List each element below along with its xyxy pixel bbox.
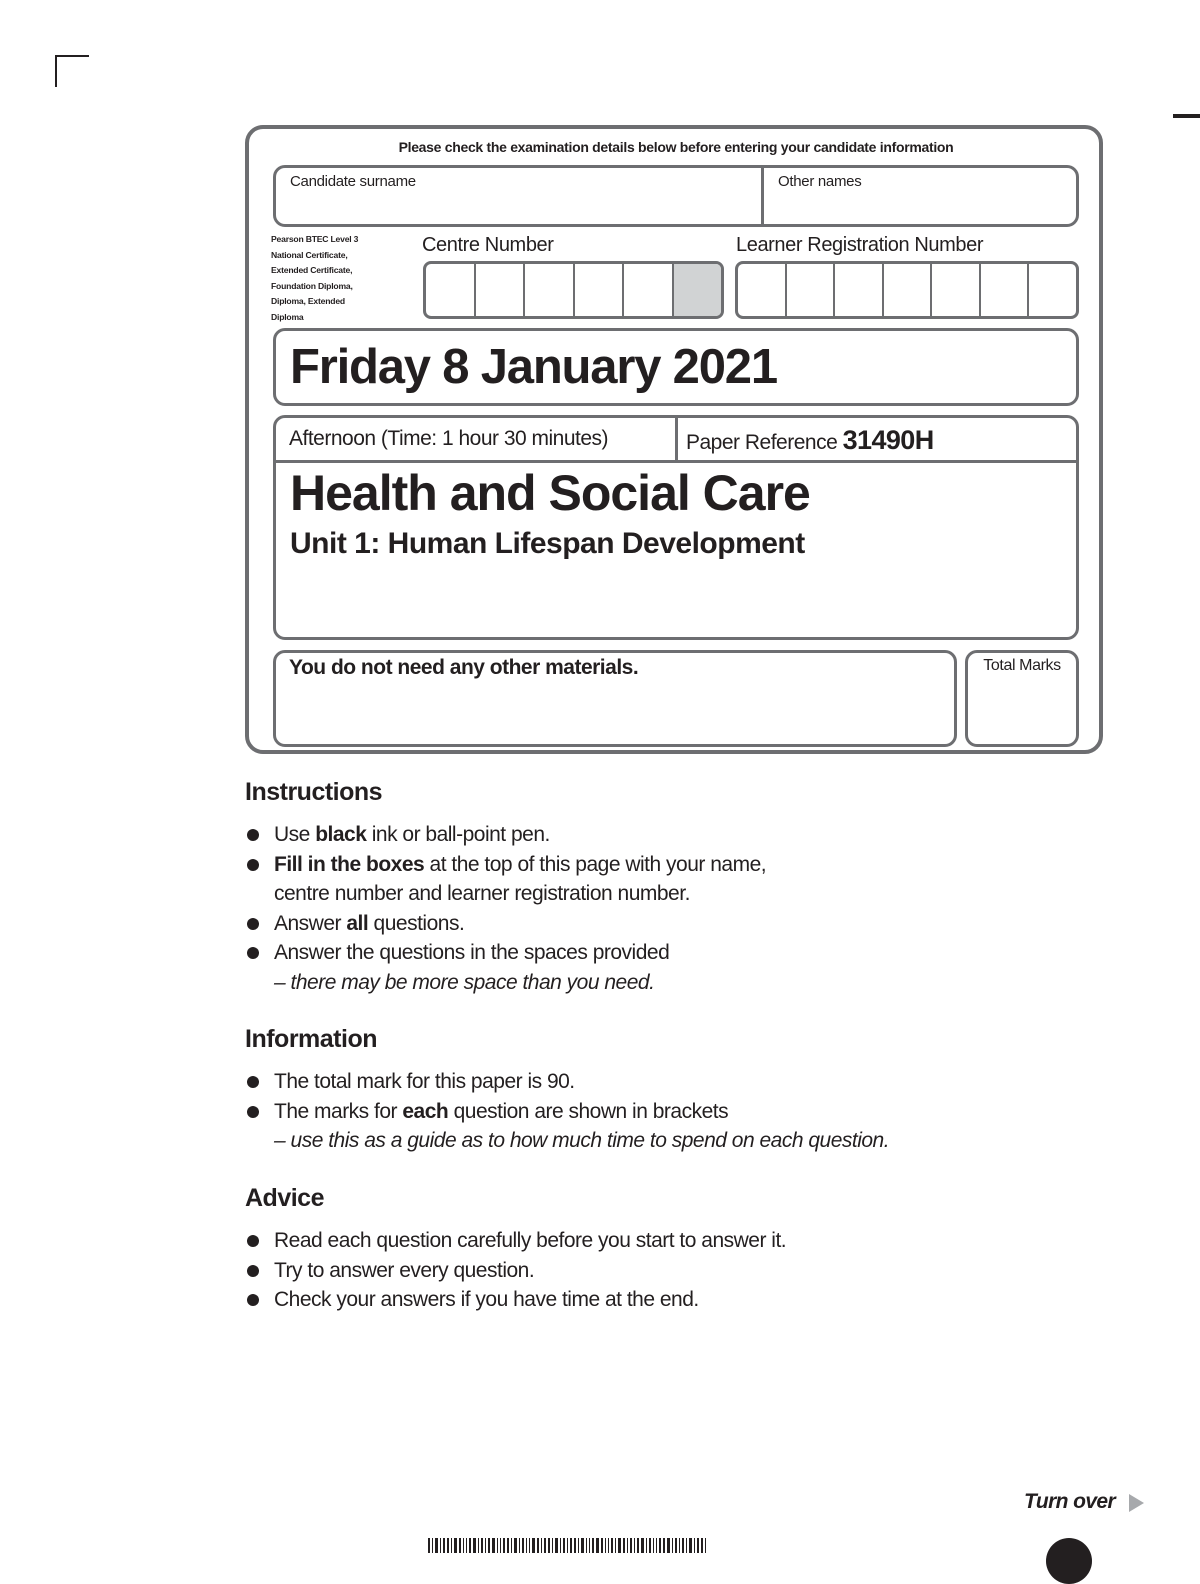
other-names-label: Other names [778, 173, 862, 190]
name-divider [761, 167, 764, 225]
barcode-bar [552, 1538, 553, 1553]
barcode-bar [659, 1538, 661, 1553]
list-item: The total mark for this paper is 90. [245, 1067, 1105, 1097]
barcode-bar [481, 1538, 483, 1553]
barcode-bar [463, 1538, 464, 1553]
barcode-bar [656, 1538, 657, 1553]
learner-registration-boxes [735, 261, 1079, 319]
barcode-bar [567, 1538, 568, 1553]
candidate-surname-label: Candidate surname [290, 173, 416, 190]
centre-digit-box[interactable] [476, 264, 526, 316]
turn-over-label: Turn over [1024, 1490, 1116, 1513]
check-details-note: Please check the examination details below before entering your candidate information [398, 139, 954, 155]
barcode-bar [605, 1538, 606, 1553]
barcode-bar [653, 1538, 654, 1553]
advice-heading: Advice [245, 1184, 324, 1212]
centre-number-boxes [423, 261, 724, 319]
crop-mark [55, 55, 89, 87]
barcode-bar [451, 1538, 452, 1553]
barcode-bar [649, 1538, 651, 1553]
barcode-bar [459, 1538, 461, 1553]
unit-title: Unit 1: Human Lifespan Development [290, 527, 805, 560]
barcode-bar [608, 1538, 609, 1553]
information-list [245, 1067, 1105, 1156]
advice-list [245, 1226, 1105, 1315]
list-item: Answer the questions in the spaces provided – there may be more space than you need. [245, 938, 1105, 997]
list-item: Read each question carefully before you start to answer it. [245, 1226, 1105, 1256]
barcode-bar [637, 1538, 639, 1553]
list-item: The marks for each question are shown in brackets – use this as a guide as to how much time to spend on each question. [245, 1097, 1105, 1156]
barcode-bar [466, 1538, 467, 1553]
registration-digit-box[interactable] [835, 264, 884, 316]
barcode-bar [488, 1538, 490, 1553]
list-item: Try to answer every question. [245, 1256, 1105, 1286]
barcode-bar [519, 1538, 520, 1553]
materials-note: You do not need any other materials. [289, 656, 639, 679]
candidate-surname-field[interactable] [276, 197, 758, 223]
barcode-bar [526, 1538, 527, 1553]
barcode-bar [432, 1538, 433, 1553]
centre-digit-box[interactable] [426, 264, 476, 316]
barcode-bar [537, 1538, 539, 1553]
barcode-bar [701, 1538, 703, 1553]
list-item: Use black ink or ball-point pen. [245, 820, 1105, 850]
centre-digit-box[interactable] [525, 264, 575, 316]
barcode-bar [511, 1538, 512, 1553]
registration-digit-box[interactable] [884, 264, 933, 316]
barcode-bar [574, 1538, 576, 1553]
barcode-bar [596, 1538, 599, 1553]
barcode-bar [641, 1538, 644, 1553]
barcode-bar [634, 1538, 635, 1553]
barcode-bar [682, 1538, 684, 1553]
barcode-bar [497, 1538, 498, 1553]
barcode-bar [469, 1538, 471, 1553]
barcode-bar [447, 1538, 449, 1553]
barcode-bar [544, 1538, 546, 1553]
barcode-bar [440, 1538, 441, 1553]
barcode-bar [589, 1538, 590, 1553]
barcode-bar [663, 1538, 665, 1553]
barcode-bar [473, 1538, 476, 1553]
barcode-bar [435, 1538, 438, 1553]
qualification-list [271, 232, 396, 326]
barcode-bar [522, 1538, 524, 1553]
list-item: Answer all questions. [245, 909, 1105, 939]
barcode-bar [541, 1538, 542, 1553]
qualification-line: Foundation Diploma, [271, 280, 353, 291]
learner-registration-label: Learner Registration Number [736, 234, 984, 256]
barcode-bar [601, 1538, 603, 1553]
barcode-bar [689, 1538, 692, 1553]
page-mark [1046, 1538, 1092, 1584]
barcode-bar [581, 1538, 584, 1553]
barcode-bar [428, 1538, 430, 1553]
barcode-bar [592, 1538, 594, 1553]
barcode-bar [443, 1538, 445, 1553]
barcode-bar [454, 1538, 457, 1553]
other-names-field[interactable] [766, 197, 1074, 223]
barcode-bar [630, 1538, 632, 1553]
centre-digit-box[interactable] [575, 264, 625, 316]
barcode-bar [667, 1538, 670, 1553]
barcode [428, 1538, 852, 1553]
barcode-bar [529, 1538, 530, 1553]
qualification-line: Diploma [271, 311, 304, 322]
qualification-line: Diploma, Extended [271, 296, 345, 307]
barcode-bar [578, 1538, 579, 1553]
barcode-bar [627, 1538, 628, 1553]
subject-title: Health and Social Care [290, 465, 810, 521]
list-item: Check your answers if you have time at the end. [245, 1285, 1105, 1315]
barcode-bar [694, 1538, 695, 1553]
centre-number-label: Centre Number [422, 234, 554, 256]
registration-digit-box[interactable] [932, 264, 981, 316]
qualification-line: Extended Certificate, [271, 265, 353, 276]
barcode-bar [503, 1538, 505, 1553]
barcode-bar [697, 1538, 699, 1553]
exam-session: Afternoon (Time: 1 hour 30 minutes) [289, 427, 609, 450]
paper-reference-label: Paper Reference [686, 431, 838, 454]
barcode-bar [675, 1538, 677, 1553]
paper-reference [686, 425, 934, 456]
barcode-bar [485, 1538, 486, 1553]
list-item: Fill in the boxes at the top of this page with your name, centre number and learner registration number. [245, 850, 1105, 909]
qualification-line: National Certificate, [271, 249, 348, 260]
instructions-heading: Instructions [245, 778, 383, 806]
session-vertical-divider [675, 417, 678, 461]
instructions-list [245, 820, 1105, 998]
barcode-bar [563, 1538, 565, 1553]
information-heading: Information [245, 1025, 377, 1053]
barcode-bar [492, 1538, 495, 1553]
edge-mark [1173, 114, 1200, 118]
barcode-bar [686, 1538, 687, 1553]
barcode-bar [532, 1538, 535, 1553]
centre-digit-box-shaded [674, 264, 722, 316]
barcode-bar [560, 1538, 561, 1553]
centre-digit-box[interactable] [624, 264, 674, 316]
registration-digit-box[interactable] [1029, 264, 1076, 316]
barcode-bar [679, 1538, 680, 1553]
barcode-bar [548, 1538, 550, 1553]
barcode-bar [507, 1538, 509, 1553]
total-marks-label: Total Marks [983, 657, 1061, 674]
barcode-bar [586, 1538, 587, 1553]
exam-date: Friday 8 January 2021 [290, 340, 777, 394]
barcode-bar [478, 1538, 479, 1553]
barcode-bar [672, 1538, 673, 1553]
turn-over-arrow-icon [1129, 1494, 1144, 1512]
paper-reference-code: 31490H [842, 425, 934, 455]
qualification-line: Pearson BTEC Level 3 [271, 234, 359, 244]
barcode-bar [618, 1538, 621, 1553]
barcode-bar [646, 1538, 647, 1553]
registration-digit-box[interactable] [787, 264, 836, 316]
barcode-bar [514, 1538, 517, 1553]
barcode-bar [615, 1538, 616, 1553]
barcode-bar [500, 1538, 501, 1553]
barcode-bar [555, 1538, 558, 1553]
barcode-bar [705, 1538, 706, 1553]
registration-digit-box[interactable] [738, 264, 787, 316]
registration-digit-box[interactable] [981, 264, 1030, 316]
barcode-bar [623, 1538, 625, 1553]
barcode-bar [611, 1538, 613, 1553]
barcode-bar [570, 1538, 572, 1553]
